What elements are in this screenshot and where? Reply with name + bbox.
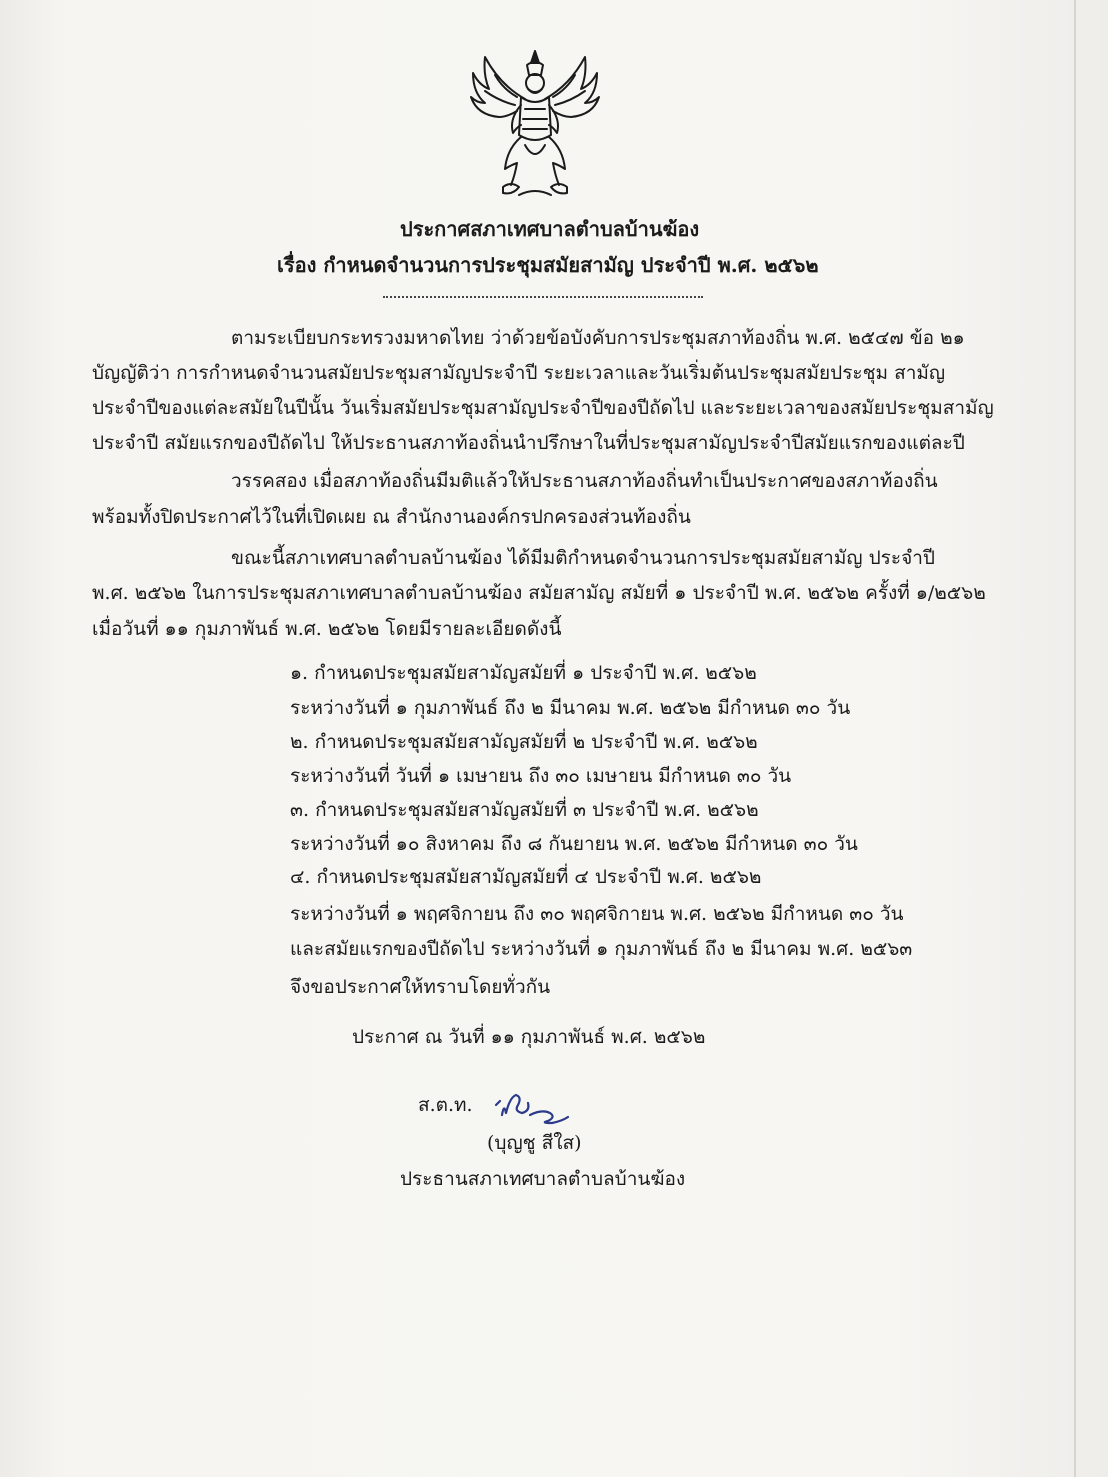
paragraph-2-line-1: วรรคสอง เมื่อสภาท้องถิ่นมีมติแล้วให้ประธานสภาท้องถิ่นทำเป็นประกาศของสภาท้องถิ่น — [231, 470, 938, 492]
paragraph-2-line-2: พร้อมทั้งปิดประกาศไว้ในที่เปิดเผย ณ สำนักงานองค์กรปกครองส่วนท้องถิ่น — [92, 506, 691, 528]
garuda-emblem-icon — [455, 45, 615, 205]
signatory-name: (บุญชู สีใส) — [487, 1132, 582, 1154]
title-divider — [383, 296, 703, 298]
paragraph-1-line-2: บัญญัติว่า การกำหนดจำนวนสมัยประชุมสามัญประจำปี ระยะเวลาและวันเริ่มต้นประชุมสมัยประชุม สามัญ — [92, 362, 946, 384]
session-1-title: ๑. กำหนดประชุมสมัยสามัญสมัยที่ ๑ ประจำปี พ.ศ. ๒๕๖๒ — [290, 662, 757, 684]
session-1-dates: ระหว่างวันที่ ๑ กุมภาพันธ์ ถึง ๒ มีนาคม พ.ศ. ๒๕๖๒ มีกำหนด ๓๐ วัน — [290, 697, 851, 719]
closing-statement: จึงขอประกาศให้ทราบโดยทั่วกัน — [290, 976, 551, 998]
session-2-title: ๒. กำหนดประชุมสมัยสามัญสมัยที่ ๒ ประจำปี พ.ศ. ๒๕๖๒ — [290, 731, 758, 753]
paragraph-3-line-3: เมื่อวันที่ ๑๑ กุมภาพันธ์ พ.ศ. ๒๕๖๒ โดยมีรายละเอียดดังนี้ — [92, 618, 562, 640]
paragraph-1-line-1: ตามระเบียบกระทรวงมหาดไทย ว่าด้วยข้อบังคับการประชุมสภาท้องถิ่น พ.ศ. ๒๕๔๗ ข้อ ๒๑ — [231, 327, 965, 349]
session-2-dates: ระหว่างวันที่ วันที่ ๑ เมษายน ถึง ๓๐ เมษายน มีกำหนด ๓๐ วัน — [290, 765, 792, 787]
signatory-position: ประธานสภาเทศบาลตำบลบ้านฆ้อง — [400, 1168, 686, 1190]
announcement-date: ประกาศ ณ วันที่ ๑๑ กุมภาพันธ์ พ.ศ. ๒๕๖๒ — [352, 1026, 706, 1048]
handwritten-signature-icon — [492, 1087, 572, 1127]
session-4-title: ๔. กำหนดประชุมสมัยสามัญสมัยที่ ๔ ประจำปี พ.ศ. ๒๕๖๒ — [290, 866, 762, 888]
paragraph-1-line-3: ประจำปีของแต่ละสมัยในปีนั้น วันเริ่มสมัยประชุมสามัญประจำปีของปีถัดไป และระยะเวลาของสมัยประชุมสามัญ — [92, 397, 994, 419]
session-4-dates: ระหว่างวันที่ ๑ พฤศจิกายน ถึง ๓๐ พฤศจิกายน พ.ศ. ๒๕๖๒ มีกำหนด ๓๐ วัน — [290, 903, 904, 925]
announcement-title: ประกาศสภาเทศบาลตำบลบ้านฆ้อง — [400, 217, 700, 241]
session-3-dates: ระหว่างวันที่ ๑๐ สิงหาคม ถึง ๘ กันยายน พ.ศ. ๒๕๖๒ มีกำหนด ๓๐ วัน — [290, 833, 858, 855]
next-year-first-session: และสมัยแรกของปีถัดไป ระหว่างวันที่ ๑ กุมภาพันธ์ ถึง ๒ มีนาคม พ.ศ. ๒๕๖๓ — [290, 938, 913, 960]
signature-rank-prefix: ส.ต.ท. — [418, 1094, 473, 1116]
announcement-subject: เรื่อง กำหนดจำนวนการประชุมสมัยสามัญ ประจำปี พ.ศ. ๒๕๖๒ — [277, 253, 819, 277]
paragraph-1-line-4: ประจำปี สมัยแรกของปีถัดไป ให้ประธานสภาท้องถิ่นนำปรึกษาในที่ประชุมสามัญประจำปีสมัยแรกของแต่ละปี — [92, 432, 965, 454]
session-3-title: ๓. กำหนดประชุมสมัยสามัญสมัยที่ ๓ ประจำปี พ.ศ. ๒๕๖๒ — [290, 799, 759, 821]
paragraph-3-line-2: พ.ศ. ๒๕๖๒ ในการประชุมสภาเทศบาลตำบลบ้านฆ้อง สมัยสามัญ สมัยที่ ๑ ประจำปี พ.ศ. ๒๕๖๒ ครั้งที่ ๑/๒๕๖๒ — [92, 582, 986, 604]
paragraph-3-line-1: ขณะนี้สภาเทศบาลตำบลบ้านฆ้อง ได้มีมติกำหนดจำนวนการประชุมสมัยสามัญ ประจำปี — [231, 547, 935, 569]
